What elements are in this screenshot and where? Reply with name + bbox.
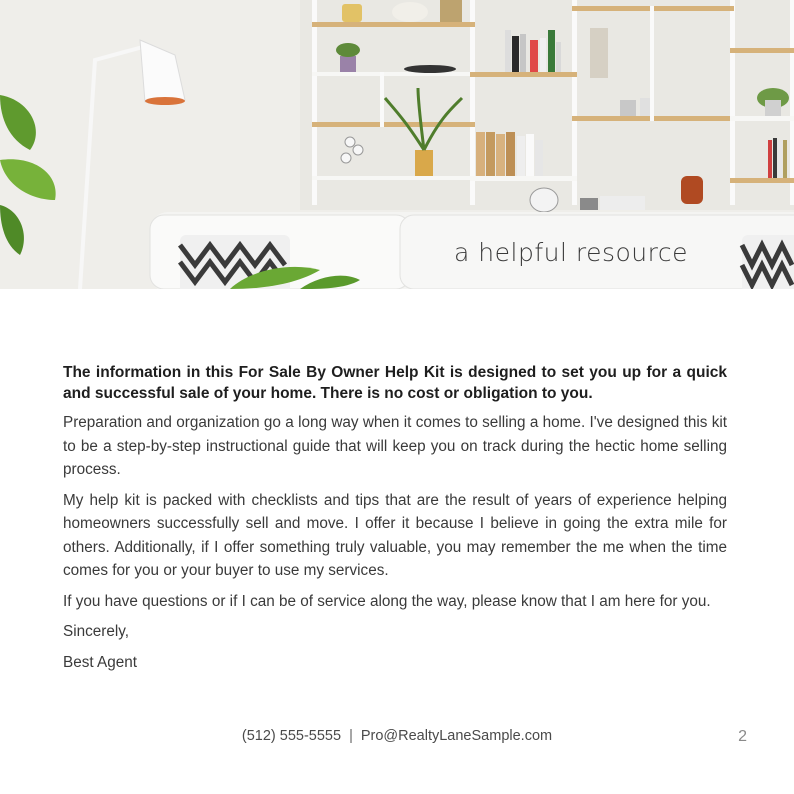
hero-photo [0,0,794,289]
pillow-right [742,235,794,289]
footer-contact [0,728,794,744]
lead-paragraph: The information in this For Sale By Owner Help Kit is designed to set you up for a quick and successful sale of your home. There is no cost or obligation to you. [63,364,727,402]
paragraph-help-kit: My help kit is packed with checklists and tips that are the result of years of experience helping homeowners successfully sell and move. I offer it because I believe in going the extra mile for others. Additionally, if I offer something truly valuable, you may remember the me when the time comes for you or your buyer to use my services. [63,491,727,579]
phone-number[interactable]: (512) 555-5555 [241,728,342,744]
email-address[interactable]: Pro@RealtyLaneSample.com [360,728,553,744]
signoff: Sincerely, [63,623,130,640]
hero-tagline: a helpful resource [454,238,688,267]
page-number: 2 [738,728,747,745]
paragraph-preparation: Preparation and organization go a long way when it comes to selling a home. I've designed this kit to be a step-by-step instructional guide that will keep you on track during the hectic home selling process. [63,414,727,478]
letter-body [63,362,727,681]
signature: Best Agent [63,653,137,671]
paragraph-questions: If you have questions or if I can be of service along the way, please know that I am here for you. [63,592,711,610]
footer-separator: | [349,728,353,744]
